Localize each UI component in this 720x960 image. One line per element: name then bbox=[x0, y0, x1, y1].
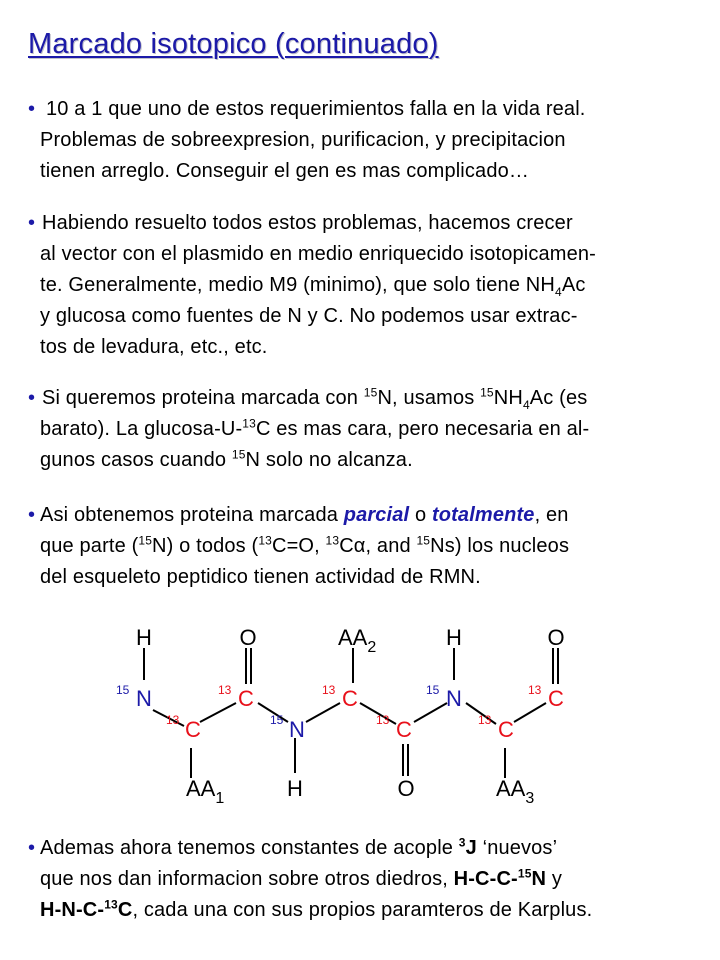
isotope-13: 13 bbox=[218, 683, 232, 697]
bullet-dot: • bbox=[28, 504, 36, 526]
atom-n-15: N bbox=[289, 717, 305, 742]
bullet-3-line-1: Si queremos proteina marcada con $^{15}$N, usamos $^{15}NH_4Ac$ (es bbox=[42, 385, 588, 412]
atom-n-15: N bbox=[446, 686, 462, 711]
bullet-4-line-2: que parte ($^{15}$N) o todos ($^{13}$C=O, $^{13}$Cα, and $^{15}$Ns) los nucleos bbox=[40, 533, 570, 557]
atom-c-13: C bbox=[498, 717, 514, 742]
atom-o: O bbox=[239, 625, 257, 650]
totalmente-emphasis: totalmente bbox=[431, 504, 535, 526]
isotope-15: 15 bbox=[270, 713, 284, 727]
isotope-13: 13 bbox=[528, 683, 542, 697]
bullet-1-line-3: tienen arreglo. Conseguir el gen es mas complicado… bbox=[40, 160, 530, 182]
bullet-dot: • bbox=[28, 212, 36, 234]
atom-c-13: C bbox=[396, 717, 412, 742]
bullet-dot: • bbox=[28, 98, 36, 120]
bullet-5-line-3: H-N-C-$^{13}$C, cada una con sus propios paramteros de Karplus. bbox=[40, 897, 593, 921]
parcial-emphasis: parcial bbox=[343, 504, 410, 526]
bullet-2-line-5: tos de levadura, etc., etc. bbox=[40, 336, 268, 358]
bullet-dot: • bbox=[28, 837, 36, 859]
atom-c-13: C bbox=[185, 717, 201, 742]
bullet-2-line-3: te. Generalmente, medio M9 (minimo), que solo tiene $NH_4Ac$ bbox=[40, 274, 586, 299]
bullet-2-line-2: al vector con el plasmido en medio enriquecido isotopicamen- bbox=[40, 243, 596, 265]
bullet-4-line-3: del esqueleto peptidico tienen actividad de RMN. bbox=[40, 566, 481, 588]
atom-c-13: C bbox=[238, 686, 254, 711]
bullet-2 bbox=[28, 208, 708, 363]
bullet-4-line-1: Asi obtenemos proteina marcada parcial o totalmente, en bbox=[40, 504, 569, 526]
aa3-label: $AA_3$ bbox=[496, 776, 535, 807]
bond-lines bbox=[144, 648, 558, 778]
atom-c-13: C bbox=[548, 686, 564, 711]
bullet-1-line-1: 10 a 1 que uno de estos requerimientos falla en la vida real. bbox=[46, 98, 586, 120]
isotope-15: 15 bbox=[426, 683, 440, 697]
aa2-label: $AA_2$ bbox=[338, 625, 377, 656]
atom-n-15: N bbox=[136, 686, 152, 711]
atom-h: H bbox=[287, 776, 303, 801]
bullet-1-line-2: Problemas de sobreexpresion, purificacion, y precipitacion bbox=[40, 129, 566, 151]
atom-c-13: C bbox=[342, 686, 358, 711]
isotope-13: 13 bbox=[322, 683, 336, 697]
peptide-backbone-diagram bbox=[0, 618, 720, 818]
page-title: Marcado isotopico (continuado) bbox=[28, 28, 439, 60]
aa1-label: $AA_1$ bbox=[186, 776, 225, 807]
bullet-5 bbox=[28, 833, 708, 926]
atom-o: O bbox=[397, 776, 415, 801]
bullet-2-line-4: y glucosa como fuentes de N y C. No podemos usar extrac- bbox=[40, 305, 578, 327]
isotope-13: 13 bbox=[166, 713, 180, 727]
isotope-13: 13 bbox=[478, 713, 492, 727]
bullet-3-line-3: gunos casos cuando $^{15}$N solo no alcanza. bbox=[40, 447, 413, 471]
atom-o: O bbox=[547, 625, 565, 650]
bullet-dot: • bbox=[28, 387, 36, 409]
bullet-4 bbox=[28, 500, 708, 593]
isotope-13: 13 bbox=[376, 713, 390, 727]
bullet-2-line-1: Habiendo resuelto todos estos problemas, hacemos crecer bbox=[42, 212, 573, 234]
bullet-3-line-2: barato). La glucosa-U-$^{13}$C es mas cara, pero necesaria en al- bbox=[40, 416, 590, 440]
atom-h: H bbox=[136, 625, 152, 650]
bullet-3 bbox=[28, 383, 708, 476]
bullet-1 bbox=[28, 94, 708, 187]
atom-h: H bbox=[446, 625, 462, 650]
bullet-5-line-2: que nos dan informacion sobre otros diedros, H-C-C-$^{15}$N y bbox=[40, 866, 562, 890]
isotope-15: 15 bbox=[116, 683, 130, 697]
bullet-5-line-1: Ademas ahora tenemos constantes de acople $^3$J ‘nuevos’ bbox=[40, 835, 558, 859]
